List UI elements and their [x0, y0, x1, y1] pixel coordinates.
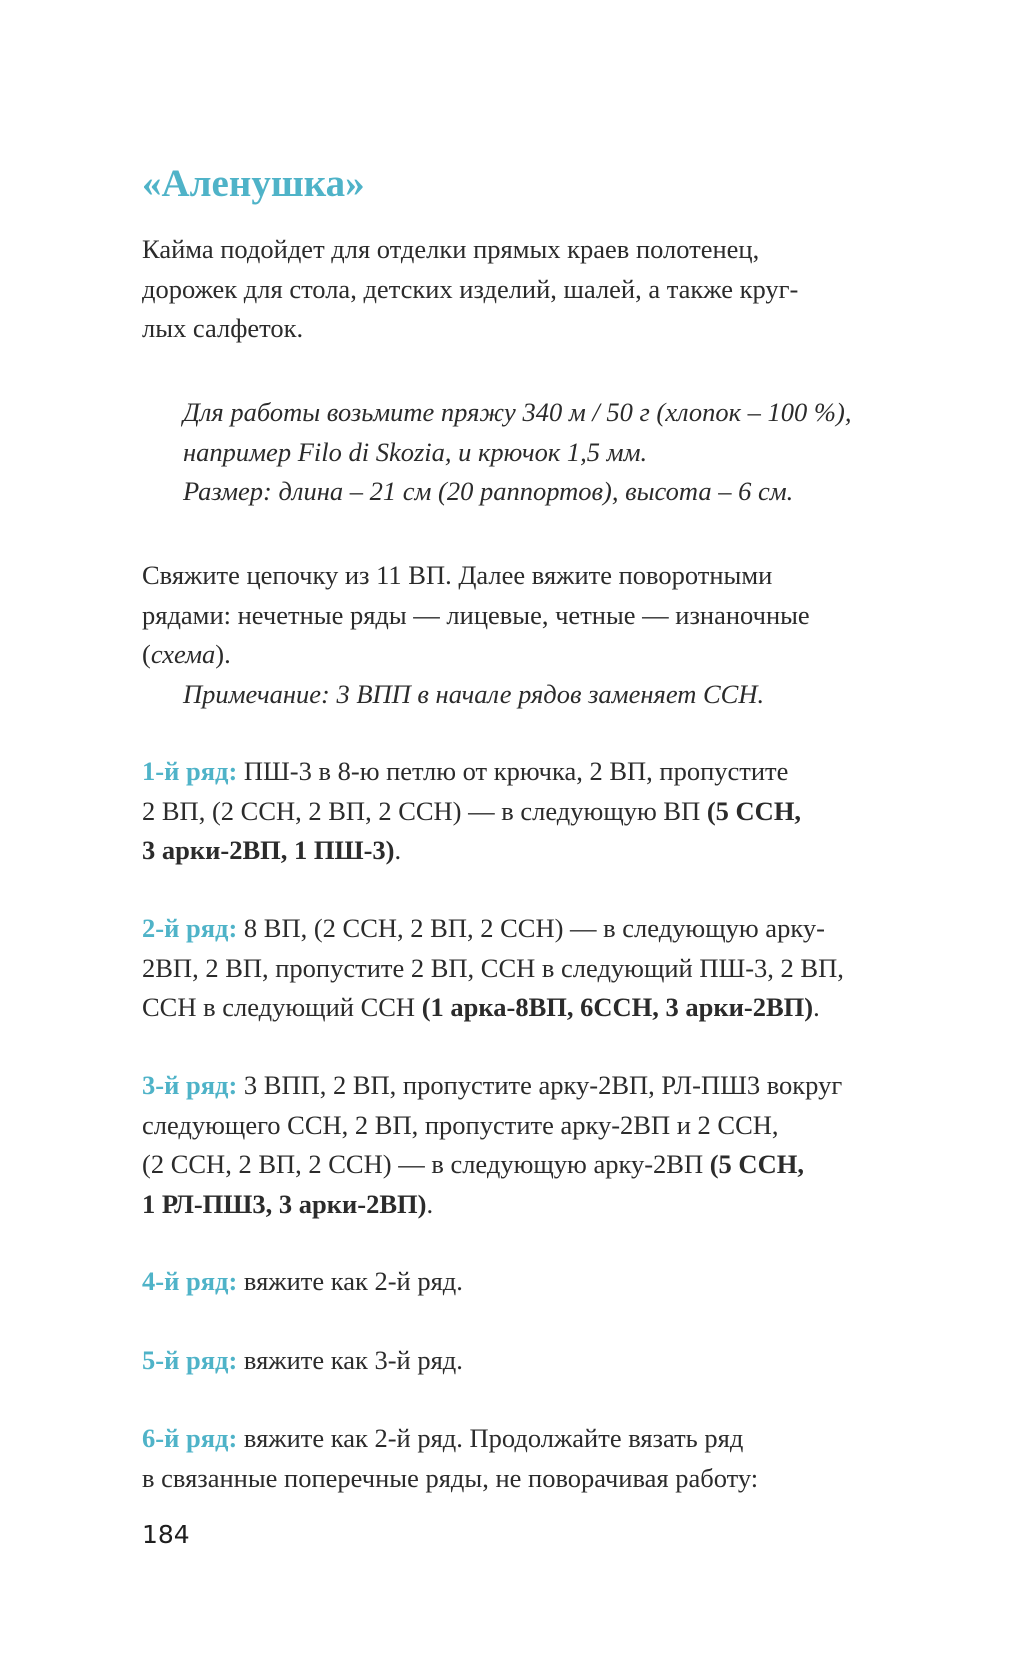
materials-paragraph — [142, 393, 851, 512]
instructions-line — [142, 635, 810, 675]
materials-line: например Filo di Skozia, и крючок 1,5 мм. — [183, 436, 648, 467]
row-1-line — [142, 831, 801, 871]
row-3-text: (2 ССН, 2 ВП, 2 ССН) — в следующую арку-2ВП — [142, 1149, 710, 1179]
row-3-count: (5 ССН, — [709, 1149, 804, 1179]
size-line: Размер: длина – 21 см (20 раппортов), высота – 6 см. — [183, 476, 794, 506]
row-3-paragraph — [142, 1066, 842, 1224]
row-3-count: 1 РЛ-ПШ3, 3 арки-2ВП) — [142, 1188, 427, 1219]
row-6-line — [142, 1419, 758, 1459]
row-2-line: 2ВП, 2 ВП, пропустите 2 ВП, ССН в следующий ПШ-3, 2 ВП, — [142, 952, 844, 983]
row-2-label: 2-й ряд: — [142, 913, 238, 943]
row-2-line — [142, 988, 844, 1028]
intro-line: дорожек для стола, детских изделий, шалей, а также круг- — [142, 273, 799, 304]
row-5-label: 5-й ряд: — [142, 1345, 238, 1375]
row-4-text: вяжите как 2-й ряд. — [237, 1266, 463, 1296]
row-1-text: ПШ-3 в 8-ю петлю от крючка, 2 ВП, пропустите — [237, 756, 789, 786]
row-4-line — [142, 1262, 463, 1302]
row-6-label: 6-й ряд: — [142, 1423, 238, 1453]
row-3-line — [142, 1145, 842, 1185]
row-6-paragraph — [142, 1419, 758, 1498]
materials-line: Для работы возьмите пряжу 340 м / 50 г (хлопок – 100 %), — [183, 397, 852, 427]
row-3-line — [142, 1185, 842, 1225]
row-2-text: ССН в следующий ССН — [142, 992, 422, 1022]
note-line: Примечание: 3 ВПП в начале рядов заменяет ССН. — [183, 678, 765, 709]
instructions-line: рядами: нечетные ряды — лицевые, четные — изнаночные — [142, 599, 810, 630]
page-number: 184 — [142, 1520, 190, 1549]
pattern-title: «Аленушка» — [142, 162, 365, 205]
scheme-reference: схема — [150, 639, 216, 669]
row-2-end: . — [813, 992, 820, 1022]
row-1-paragraph — [142, 752, 801, 871]
row-5-text: вяжите как 3-й ряд. — [237, 1345, 463, 1375]
row-2-text: 8 ВП, (2 ССН, 2 ВП, 2 ССН) — в следующую арку- — [237, 913, 825, 943]
intro-paragraph — [142, 230, 798, 349]
row-1-end: . — [394, 835, 402, 865]
row-1-count: 3 арки-2ВП, 1 ПШ-3) — [142, 835, 395, 865]
row-1-text: 2 ВП, (2 ССН, 2 ВП, 2 ССН) — в следующую ВП — [142, 795, 707, 826]
row-3-line — [142, 1066, 842, 1106]
row-3-end: . — [426, 1188, 434, 1219]
row-6-text: вяжите как 2-й ряд. Продолжайте вязать ряд — [237, 1423, 744, 1453]
row-3-label: 3-й ряд: — [142, 1070, 238, 1100]
row-2-line — [142, 909, 844, 949]
instructions-line: Свяжите цепочку из 11 ВП. Далее вяжите поворотными — [142, 560, 773, 590]
intro-line: Кайма подойдет для отделки прямых краев полотенец, — [142, 234, 760, 264]
row-3-line: следующего ССН, 2 ВП, пропустите арку-2ВП и 2 ССН, — [142, 1109, 779, 1140]
row-5-line — [142, 1341, 463, 1381]
row-3-text: 3 ВПП, 2 ВП, пропустите арку-2ВП, РЛ-ПШ3 вокруг — [237, 1070, 843, 1100]
row-1-count: (5 ССН, — [706, 795, 802, 826]
row-2-count: (1 арка-8ВП, 6ССН, 3 арки-2ВП) — [421, 992, 814, 1022]
row-2-paragraph — [142, 909, 844, 1028]
row-4-paragraph — [142, 1262, 463, 1302]
row-6-line: в связанные поперечные ряды, не поворачивая работу: — [142, 1462, 759, 1493]
row-1-label: 1-й ряд: — [142, 756, 238, 786]
paren-open: ( — [142, 639, 151, 669]
row-1-line — [142, 792, 801, 832]
row-5-paragraph — [142, 1341, 463, 1381]
intro-line: лых салфеток. — [142, 313, 304, 343]
paren-close: ). — [215, 639, 231, 669]
row-1-line — [142, 752, 801, 792]
row-4-label: 4-й ряд: — [142, 1266, 238, 1296]
instructions-paragraph — [142, 556, 810, 714]
